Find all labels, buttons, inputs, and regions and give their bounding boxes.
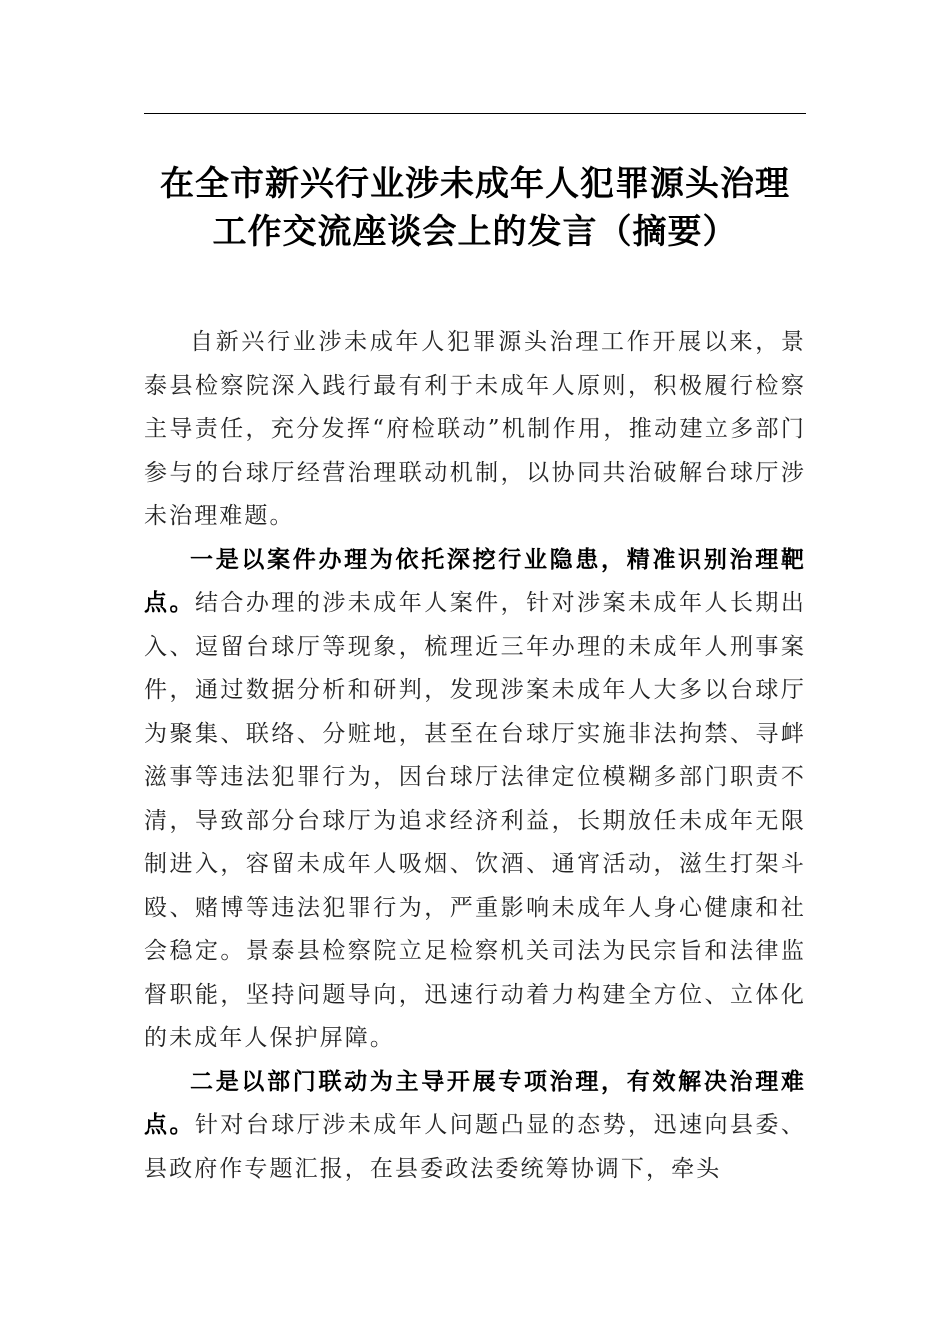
document-body — [144, 321, 806, 1191]
paragraph-text: 自新兴行业涉未成年人犯罪源头治理工作开展以来，景泰县检察院深入践行最有利于未成年人原则，积极履行检察主导责任，充分发挥“府检联动”机制作用，推动建立多部门参与的台球厅经营治理联动机制，以协同共治破解台球厅涉未治理难题。 — [144, 329, 806, 529]
paragraph-lead: 二是以部门联动为主导开展专项治理，有效解决治理难点。 — [144, 1068, 806, 1138]
document-title — [144, 160, 806, 256]
title-line-2: 工作交流座谈会上的发言（摘要） — [212, 212, 738, 252]
paragraph-text: 结合办理的涉未成年人案件，针对涉案未成年人长期出入、逗留台球厅等现象，梳理近三年办理的未成年人刑事案件，通过数据分析和研判，发现涉案未成年人大多以台球厅为聚集、联络、分赃地，甚至在台球厅实施非法拘禁、寻衅滋事等违法犯罪行为，因台球厅法律定位模糊多部门职责不清，导致部分台球厅为追求经济利益，长期放任未成年无限制进入，容留未成年人吸烟、饮酒、通宵活动，滋生打架斗殴、赌博等违法犯罪行为，严重影响未成年人身心健康和社会稳定。景泰县检察院立足检察机关司法为民宗旨和法律监督职能，坚持问题导向，迅速行动着力构建全方位、立体化的未成年人保护屏障。 — [144, 590, 806, 1051]
paragraph-point-two — [144, 1061, 806, 1192]
paragraph-text: 针对台球厅涉未成年人问题凸显的态势，迅速向县委、县政府作专题汇报，在县委政法委统筹协调下，牵头 — [144, 1112, 806, 1182]
paragraph-intro — [144, 321, 806, 539]
header-rule — [144, 113, 806, 114]
title-line-1: 在全市新兴行业涉未成年人犯罪源头治理 — [160, 164, 790, 204]
paragraph-point-one — [144, 539, 806, 1061]
paragraph-lead: 一是以案件办理为依托深挖行业隐患，精准识别治理靶点。 — [144, 546, 806, 616]
